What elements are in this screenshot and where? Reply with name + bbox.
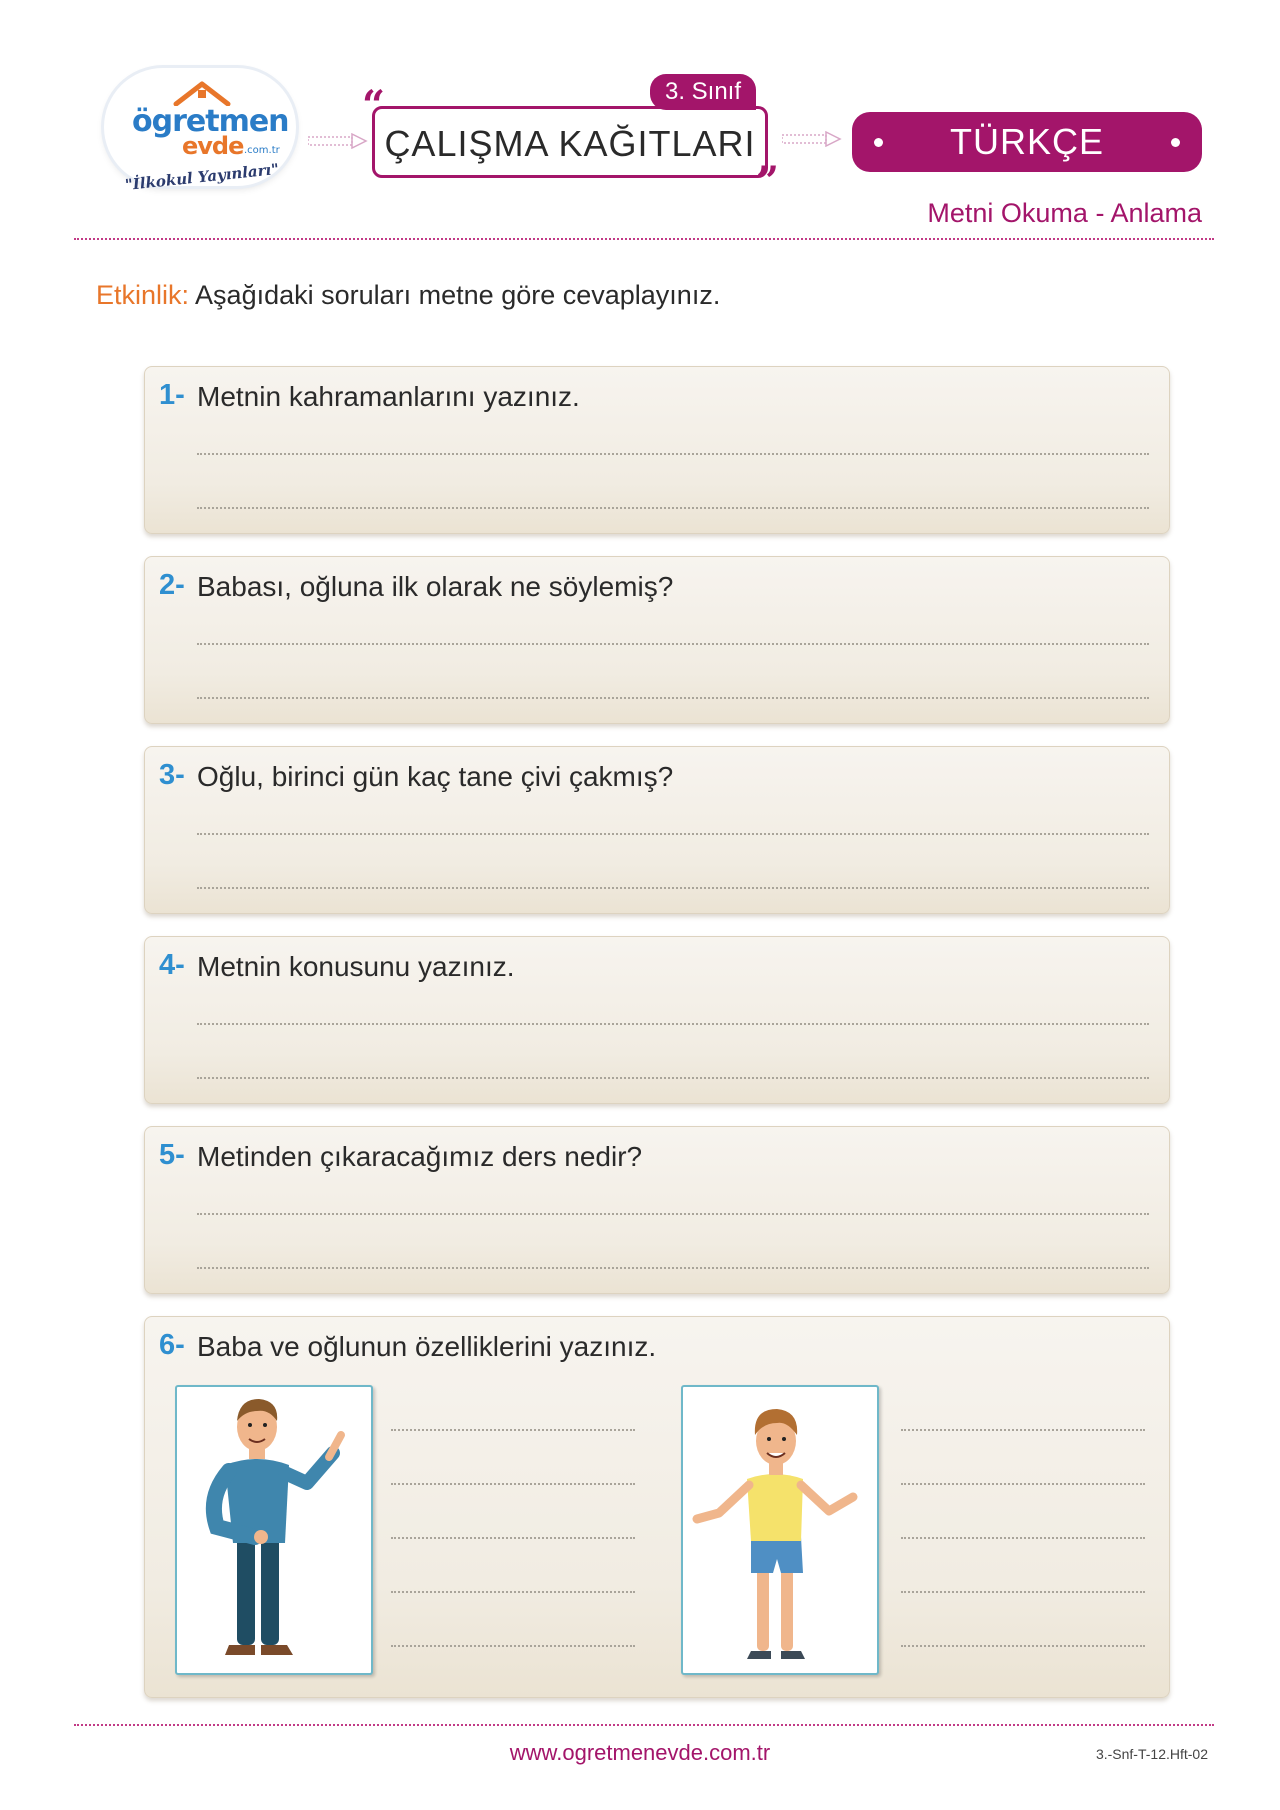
title-box: [372, 106, 768, 178]
house-icon: [172, 80, 232, 106]
father-figure-icon: [177, 1387, 371, 1673]
pill-dot-icon: [874, 138, 883, 147]
answer-line[interactable]: [197, 697, 1149, 699]
son-trait-line[interactable]: [901, 1429, 1145, 1431]
question-number: 1-: [159, 379, 185, 411]
pill-dot-icon: [1171, 138, 1180, 147]
question-number: 5-: [159, 1139, 185, 1171]
question-card-1: [144, 366, 1170, 534]
footer-divider: [74, 1724, 1214, 1726]
subject-label: TÜRKÇE: [949, 121, 1104, 162]
quote-close-icon: ”: [756, 158, 780, 205]
son-illustration-frame: [681, 1385, 879, 1675]
logo-domain: .com.tr: [244, 145, 280, 156]
answer-line[interactable]: [197, 507, 1149, 509]
logo-word-ogretmen: ögretmen: [132, 104, 289, 139]
answer-line[interactable]: [197, 1213, 1149, 1215]
question-number: 3-: [159, 759, 185, 791]
father-trait-line[interactable]: [391, 1591, 635, 1593]
question-number: 4-: [159, 949, 185, 981]
logo-word-evde: evde: [182, 132, 244, 160]
question-card-3: [144, 746, 1170, 914]
father-trait-line[interactable]: [391, 1483, 635, 1485]
quote-open-icon: “: [362, 82, 386, 129]
question-text: Metinden çıkaracağımız ders nedir?: [197, 1141, 643, 1172]
question-text: Metnin konusunu yazınız.: [197, 951, 515, 982]
father-illustration-frame: [175, 1385, 373, 1675]
answer-line[interactable]: [197, 1023, 1149, 1025]
question-card-5: [144, 1126, 1170, 1294]
question-card-4: [144, 936, 1170, 1104]
activity-instruction: [96, 280, 720, 311]
question-text: Oğlu, birinci gün kaç tane çivi çakmış?: [197, 761, 674, 792]
header-divider: [74, 238, 1214, 240]
son-trait-line[interactable]: [901, 1537, 1145, 1539]
activity-text: Aşağıdaki soruları metne göre cevaplayınız.: [195, 280, 721, 310]
answer-line[interactable]: [197, 833, 1149, 835]
subject-pill: [852, 112, 1202, 172]
answer-line[interactable]: [197, 1077, 1149, 1079]
activity-label: Etkinlik:: [96, 280, 190, 310]
answer-line[interactable]: [197, 643, 1149, 645]
question-number: 2-: [159, 569, 185, 601]
answer-line[interactable]: [197, 1267, 1149, 1269]
publisher-logo: [104, 60, 304, 210]
question-text: Babası, oğluna ilk olarak ne söylemiş?: [197, 571, 674, 602]
question-card-6: [144, 1316, 1170, 1698]
father-trait-line[interactable]: [391, 1645, 635, 1647]
answer-line[interactable]: [197, 887, 1149, 889]
son-trait-line[interactable]: [901, 1483, 1145, 1485]
logo-tagline: "İlkokul Yayınları": [124, 159, 280, 195]
answer-line[interactable]: [197, 453, 1149, 455]
footer-website-link[interactable]: www.ogretmenevde.com.tr: [509, 1740, 771, 1765]
question-text: Metnin kahramanlarını yazınız.: [197, 381, 580, 412]
question-card-2: [144, 556, 1170, 724]
son-trait-line[interactable]: [901, 1645, 1145, 1647]
father-trait-line[interactable]: [391, 1537, 635, 1539]
arrow-right-icon: [782, 131, 842, 147]
grade-badge: 3. Sınıf: [650, 74, 756, 110]
son-figure-icon: [683, 1387, 877, 1673]
son-trait-line[interactable]: [901, 1591, 1145, 1593]
question-text: Baba ve oğlunun özelliklerini yazınız.: [197, 1331, 657, 1362]
father-trait-line[interactable]: [391, 1429, 635, 1431]
topic-label: Metni Okuma - Anlama: [927, 198, 1202, 228]
footer-document-code: 3.-Snf-T-12.Hft-02: [1095, 1746, 1208, 1762]
page-title: ÇALIŞMA KAĞITLARI: [384, 123, 756, 164]
arrow-right-icon: [308, 133, 368, 149]
question-number: 6-: [159, 1329, 185, 1361]
